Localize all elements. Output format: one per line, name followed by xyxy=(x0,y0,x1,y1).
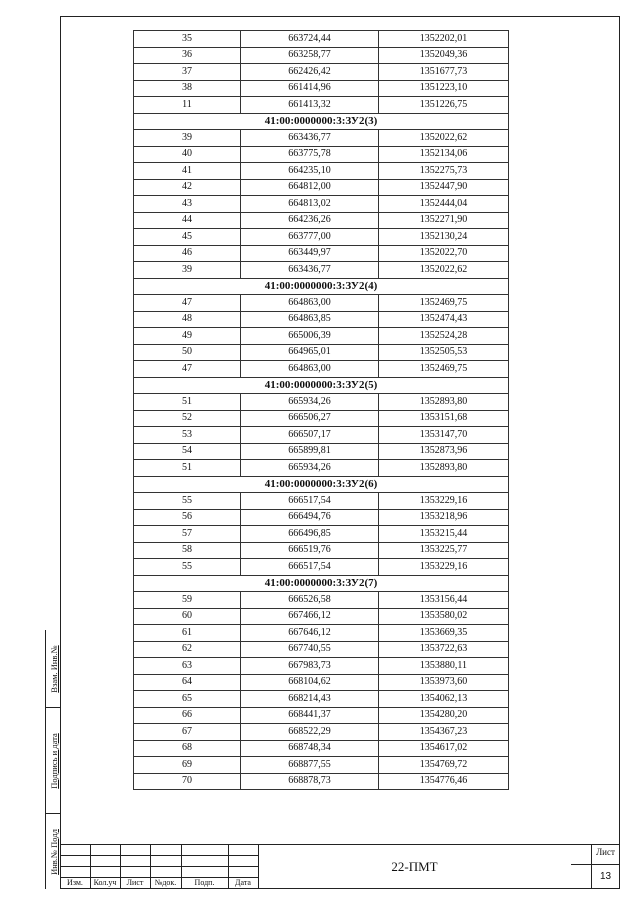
coord-x: 663724,44 xyxy=(241,31,379,48)
table-row xyxy=(134,311,509,328)
section-header-row xyxy=(134,278,509,295)
point-number: 41 xyxy=(134,163,241,180)
coord-x: 666494,76 xyxy=(241,509,379,526)
coord-x: 666526,58 xyxy=(241,592,379,609)
table-row xyxy=(134,773,509,790)
coord-x: 666507,17 xyxy=(241,427,379,444)
coord-x: 668214,43 xyxy=(241,691,379,708)
coord-y: 1352505,53 xyxy=(379,344,509,361)
tb-col-izm: Изм. xyxy=(67,878,83,887)
coord-x: 663436,77 xyxy=(241,262,379,279)
point-number: 43 xyxy=(134,196,241,213)
coord-x: 667466,12 xyxy=(241,608,379,625)
point-number: 39 xyxy=(134,130,241,147)
coord-y: 1352893,80 xyxy=(379,394,509,411)
section-label: 41:00:0000000:3:ЗУ2(7) xyxy=(134,575,509,592)
section-header-row xyxy=(134,377,509,394)
coord-x: 665934,26 xyxy=(241,394,379,411)
point-number: 48 xyxy=(134,311,241,328)
coord-y: 1352469,75 xyxy=(379,361,509,378)
point-number: 66 xyxy=(134,707,241,724)
table-row xyxy=(134,410,509,427)
coord-y: 1352469,75 xyxy=(379,295,509,312)
point-number: 67 xyxy=(134,724,241,741)
point-number: 64 xyxy=(134,674,241,691)
table-row xyxy=(134,80,509,97)
point-number: 62 xyxy=(134,641,241,658)
coord-x: 665899,81 xyxy=(241,443,379,460)
coord-x: 666517,54 xyxy=(241,493,379,510)
coord-y: 1352022,70 xyxy=(379,245,509,262)
table-row xyxy=(134,245,509,262)
point-number: 54 xyxy=(134,443,241,460)
table-row xyxy=(134,328,509,345)
table-row xyxy=(134,641,509,658)
side-cell-inv-podl xyxy=(46,814,61,889)
coord-y: 1353218,96 xyxy=(379,509,509,526)
section-header-row xyxy=(134,476,509,493)
coord-x: 665934,26 xyxy=(241,460,379,477)
point-number: 58 xyxy=(134,542,241,559)
coord-y: 1353880,11 xyxy=(379,658,509,675)
coord-x: 664813,02 xyxy=(241,196,379,213)
table-row xyxy=(134,658,509,675)
point-number: 11 xyxy=(134,97,241,114)
coord-y: 1352447,90 xyxy=(379,179,509,196)
point-number: 38 xyxy=(134,80,241,97)
title-block xyxy=(60,844,620,889)
coord-y: 1352444,04 xyxy=(379,196,509,213)
tb-col-list: Лист xyxy=(126,878,144,887)
coordinates-table xyxy=(133,30,509,790)
table-row xyxy=(134,361,509,378)
coord-x: 663449,97 xyxy=(241,245,379,262)
coord-x: 663436,77 xyxy=(241,130,379,147)
coord-x: 666496,85 xyxy=(241,526,379,543)
document-code: 22-ПМТ xyxy=(391,859,438,874)
point-number: 46 xyxy=(134,245,241,262)
coord-x: 665006,39 xyxy=(241,328,379,345)
point-number: 57 xyxy=(134,526,241,543)
table-row xyxy=(134,592,509,609)
table-row xyxy=(134,460,509,477)
coord-x: 666517,54 xyxy=(241,559,379,576)
coord-y: 1353215,44 xyxy=(379,526,509,543)
point-number: 60 xyxy=(134,608,241,625)
table-row xyxy=(134,443,509,460)
side-label-vzam-inv: Взам. Инв.№ xyxy=(48,644,59,693)
coord-x: 667740,55 xyxy=(241,641,379,658)
side-cell-vzam xyxy=(46,630,61,708)
point-number: 55 xyxy=(134,559,241,576)
coord-x: 666519,76 xyxy=(241,542,379,559)
point-number: 49 xyxy=(134,328,241,345)
coord-y: 1352524,28 xyxy=(379,328,509,345)
coord-x: 662426,42 xyxy=(241,64,379,81)
coord-y: 1353722,63 xyxy=(379,641,509,658)
table-row xyxy=(134,559,509,576)
table-row xyxy=(134,674,509,691)
coord-y: 1351677,73 xyxy=(379,64,509,81)
point-number: 51 xyxy=(134,460,241,477)
section-label: 41:00:0000000:3:ЗУ2(3) xyxy=(134,113,509,130)
table-row xyxy=(134,493,509,510)
coord-y: 1353973,60 xyxy=(379,674,509,691)
coord-y: 1352022,62 xyxy=(379,130,509,147)
side-stamp xyxy=(45,630,60,889)
coord-y: 1352130,24 xyxy=(379,229,509,246)
point-number: 40 xyxy=(134,146,241,163)
table-row xyxy=(134,97,509,114)
point-number: 50 xyxy=(134,344,241,361)
coord-x: 663777,00 xyxy=(241,229,379,246)
table-row xyxy=(134,130,509,147)
table-row xyxy=(134,707,509,724)
table-row xyxy=(134,212,509,229)
sheet-label: Лист xyxy=(596,847,615,857)
coord-y: 1353147,70 xyxy=(379,427,509,444)
coord-y: 1353156,44 xyxy=(379,592,509,609)
coord-y: 1353151,68 xyxy=(379,410,509,427)
side-label-inv-podl: Инв.№ Подл xyxy=(48,828,59,875)
table-row xyxy=(134,163,509,180)
tb-col-podp: Подп. xyxy=(194,878,215,887)
coord-y: 1351226,75 xyxy=(379,97,509,114)
section-label: 41:00:0000000:3:ЗУ2(5) xyxy=(134,377,509,394)
coord-x: 668748,34 xyxy=(241,740,379,757)
table-row xyxy=(134,394,509,411)
coord-y: 1354062,13 xyxy=(379,691,509,708)
table-row xyxy=(134,509,509,526)
table-row xyxy=(134,64,509,81)
point-number: 47 xyxy=(134,361,241,378)
table-row xyxy=(134,740,509,757)
table-row xyxy=(134,229,509,246)
coord-x: 664863,00 xyxy=(241,295,379,312)
side-cell-podpis xyxy=(46,708,61,814)
point-number: 70 xyxy=(134,773,241,790)
coord-y: 1353669,35 xyxy=(379,625,509,642)
coord-y: 1352134,06 xyxy=(379,146,509,163)
coord-x: 667646,12 xyxy=(241,625,379,642)
section-label: 41:00:0000000:3:ЗУ2(4) xyxy=(134,278,509,295)
coord-x: 664965,01 xyxy=(241,344,379,361)
coord-x: 664812,00 xyxy=(241,179,379,196)
coord-y: 1352474,43 xyxy=(379,311,509,328)
point-number: 51 xyxy=(134,394,241,411)
point-number: 53 xyxy=(134,427,241,444)
point-number: 69 xyxy=(134,757,241,774)
coord-y: 1354617,02 xyxy=(379,740,509,757)
table-row xyxy=(134,262,509,279)
coord-x: 664863,85 xyxy=(241,311,379,328)
coord-x: 666506,27 xyxy=(241,410,379,427)
table-row xyxy=(134,724,509,741)
coord-x: 668522,29 xyxy=(241,724,379,741)
table-row xyxy=(134,625,509,642)
point-number: 63 xyxy=(134,658,241,675)
point-number: 56 xyxy=(134,509,241,526)
coord-x: 668877,55 xyxy=(241,757,379,774)
table-row xyxy=(134,526,509,543)
point-number: 39 xyxy=(134,262,241,279)
table-row xyxy=(134,179,509,196)
coord-y: 1352873,96 xyxy=(379,443,509,460)
table-row xyxy=(134,344,509,361)
point-number: 47 xyxy=(134,295,241,312)
coord-y: 1351223,10 xyxy=(379,80,509,97)
section-label: 41:00:0000000:3:ЗУ2(6) xyxy=(134,476,509,493)
point-number: 68 xyxy=(134,740,241,757)
coord-y: 1354776,46 xyxy=(379,773,509,790)
point-number: 42 xyxy=(134,179,241,196)
coord-y: 1353229,16 xyxy=(379,493,509,510)
point-number: 35 xyxy=(134,31,241,48)
coord-y: 1352022,62 xyxy=(379,262,509,279)
point-number: 36 xyxy=(134,47,241,64)
coord-x: 663258,77 xyxy=(241,47,379,64)
coord-x: 664236,26 xyxy=(241,212,379,229)
coord-x: 668878,73 xyxy=(241,773,379,790)
point-number: 37 xyxy=(134,64,241,81)
point-number: 52 xyxy=(134,410,241,427)
coord-y: 1353580,02 xyxy=(379,608,509,625)
coord-y: 1354280,20 xyxy=(379,707,509,724)
coord-y: 1352271,90 xyxy=(379,212,509,229)
coord-x: 661414,96 xyxy=(241,80,379,97)
tb-col-ndok: №док. xyxy=(154,878,177,887)
table-row xyxy=(134,427,509,444)
point-number: 65 xyxy=(134,691,241,708)
coord-x: 667983,73 xyxy=(241,658,379,675)
table-row xyxy=(134,295,509,312)
coord-x: 664863,00 xyxy=(241,361,379,378)
point-number: 44 xyxy=(134,212,241,229)
point-number: 55 xyxy=(134,493,241,510)
tb-col-kol-uch: Кол.уч xyxy=(93,878,117,887)
section-header-row xyxy=(134,113,509,130)
coord-x: 668441,37 xyxy=(241,707,379,724)
coord-x: 661413,32 xyxy=(241,97,379,114)
table-row xyxy=(134,691,509,708)
coord-y: 1354769,72 xyxy=(379,757,509,774)
coord-x: 663775,78 xyxy=(241,146,379,163)
tb-col-data: Дата xyxy=(235,878,251,887)
coord-y: 1354367,23 xyxy=(379,724,509,741)
coord-y: 1352202,01 xyxy=(379,31,509,48)
table-row xyxy=(134,542,509,559)
coord-y: 1352049,36 xyxy=(379,47,509,64)
point-number: 61 xyxy=(134,625,241,642)
table-row xyxy=(134,146,509,163)
table-row xyxy=(134,757,509,774)
coord-x: 664235,10 xyxy=(241,163,379,180)
table-row xyxy=(134,608,509,625)
sheet-number: 13 xyxy=(599,871,612,882)
table-row xyxy=(134,31,509,48)
coord-y: 1353229,16 xyxy=(379,559,509,576)
coord-x: 668104,62 xyxy=(241,674,379,691)
coord-y: 1352275,73 xyxy=(379,163,509,180)
table-row xyxy=(134,196,509,213)
section-header-row xyxy=(134,575,509,592)
coord-y: 1352893,80 xyxy=(379,460,509,477)
coordinates-table-body xyxy=(134,31,509,790)
table-row xyxy=(134,47,509,64)
coord-y: 1353225,77 xyxy=(379,542,509,559)
point-number: 59 xyxy=(134,592,241,609)
point-number: 45 xyxy=(134,229,241,246)
side-label-podpis-data: Подпись и дата xyxy=(48,732,59,789)
